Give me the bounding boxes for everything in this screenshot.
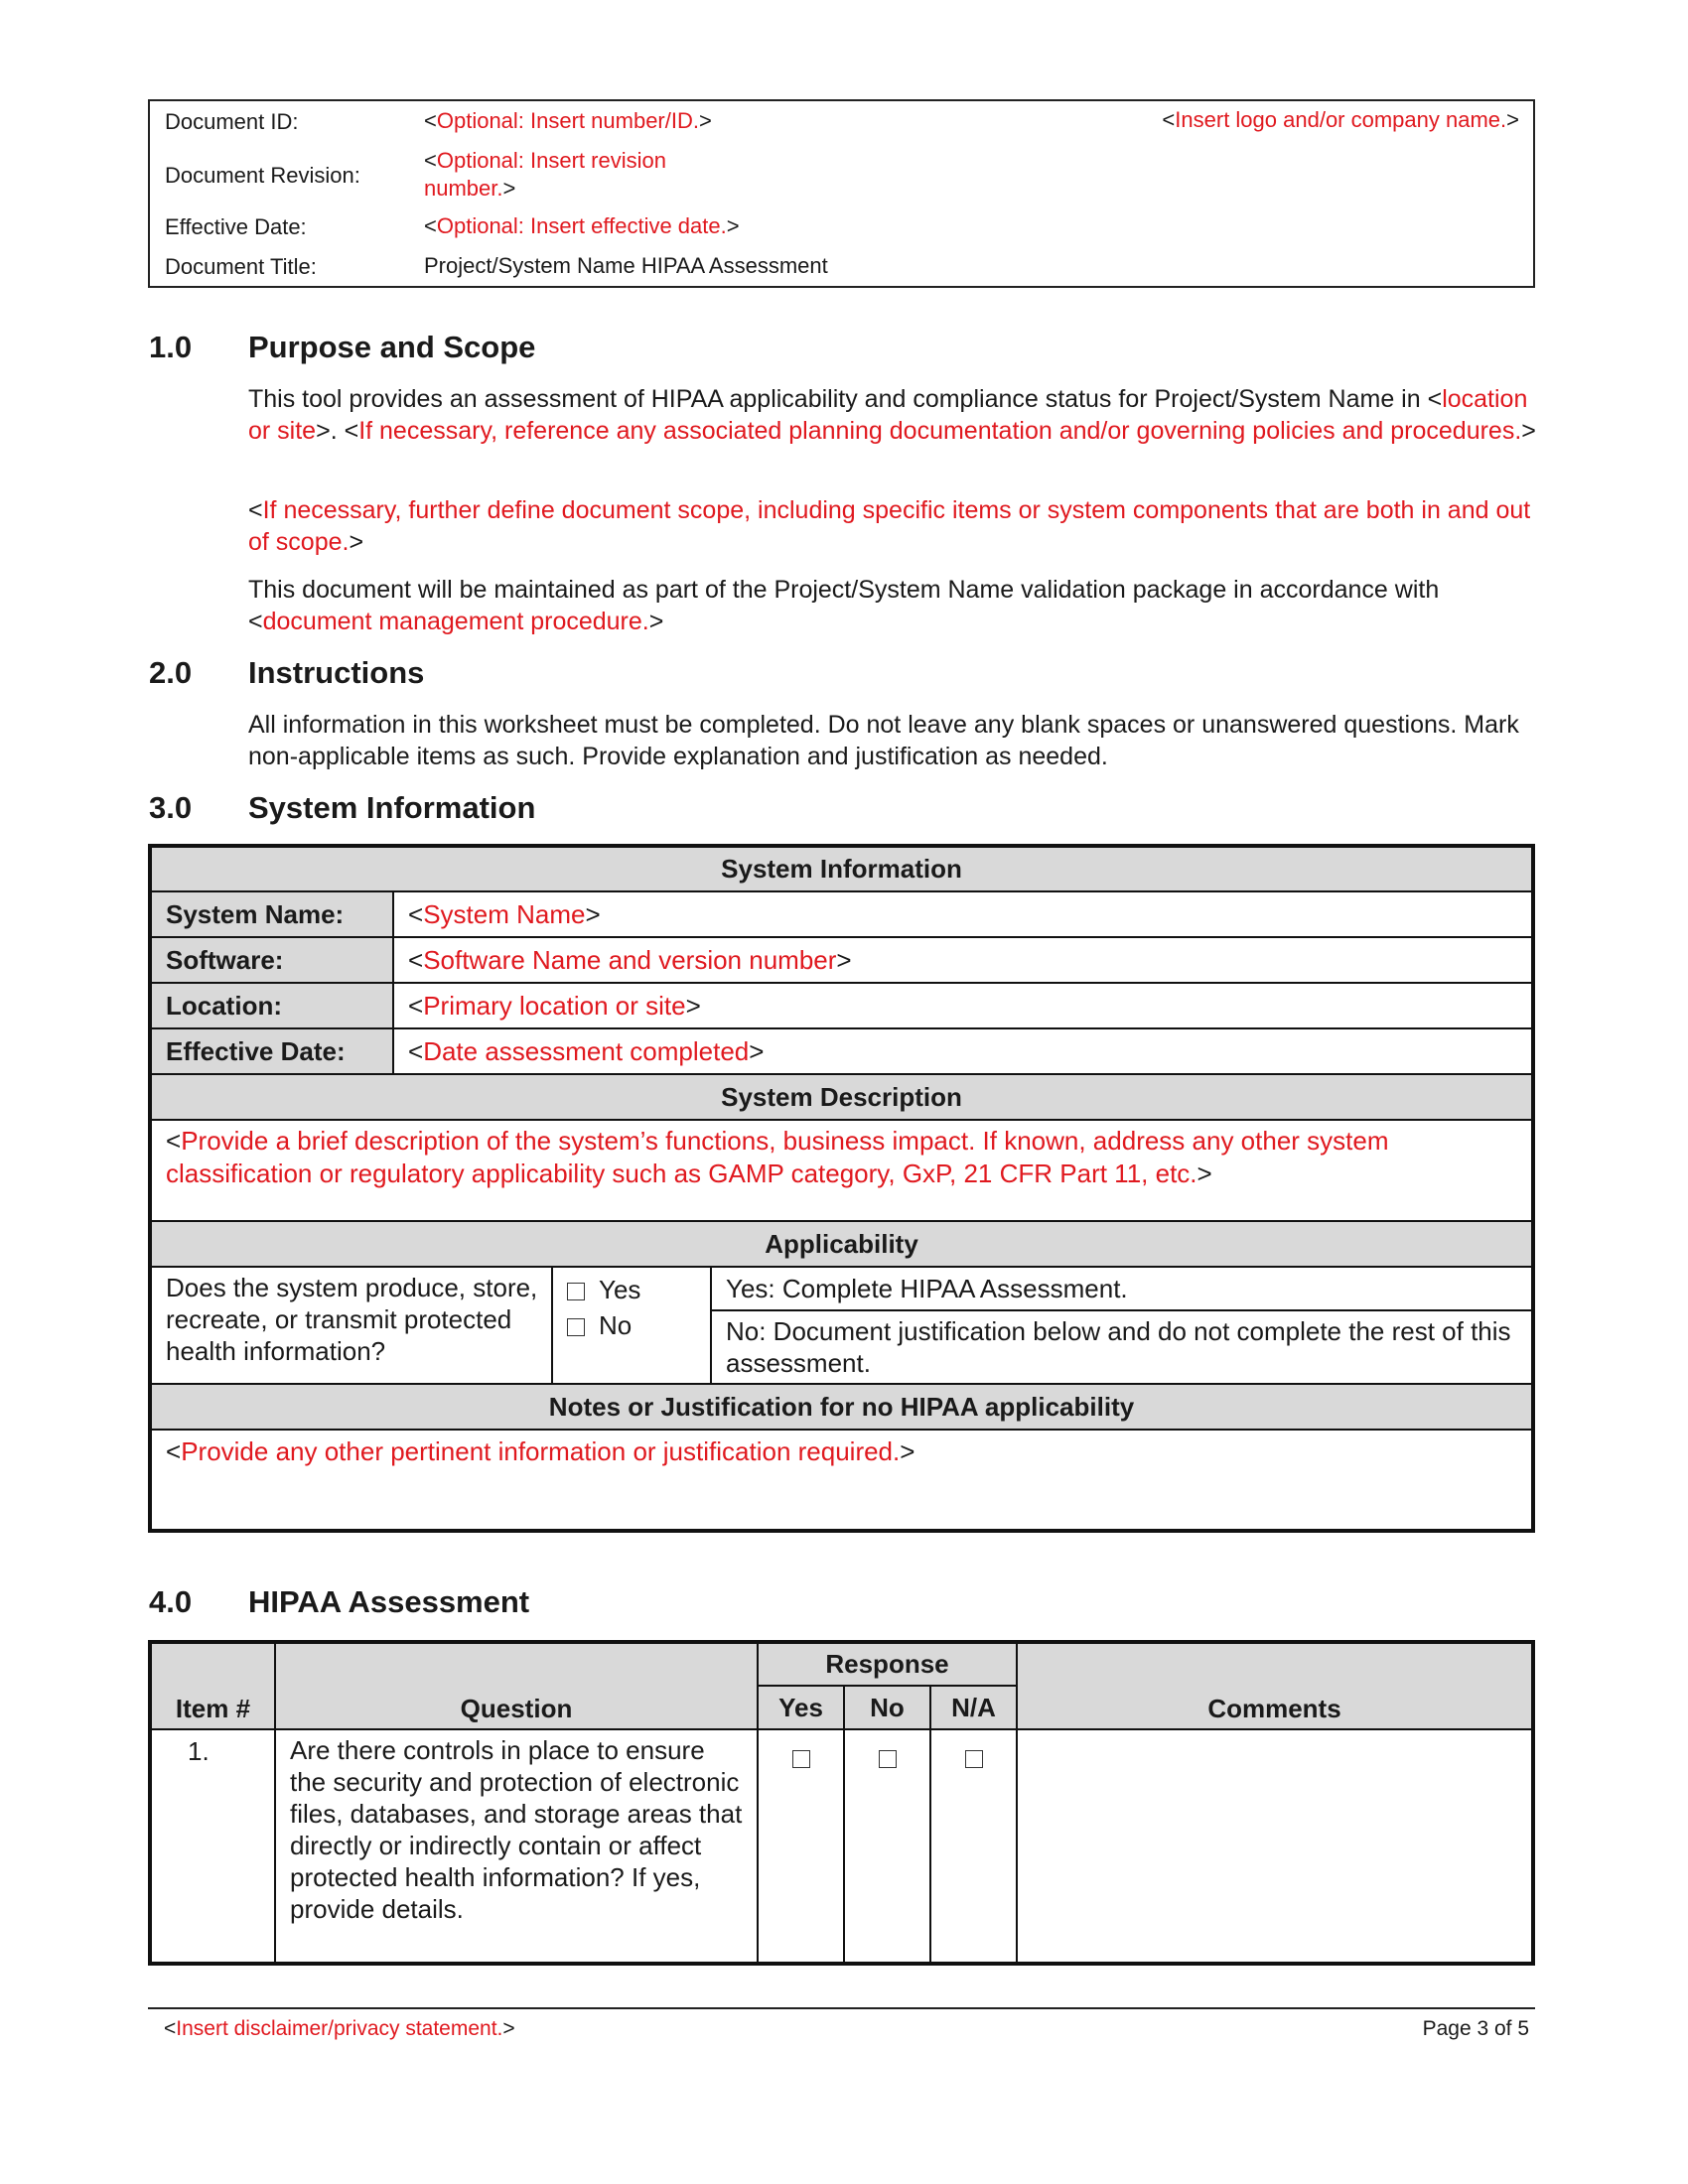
- system-description-text[interactable]: <Provide a brief description of the system’s functions, business impact. If known, address any other system classification or regulatory applicability such as GAMP category, GxP, 21 CFR Part 11, etc.>: [150, 1120, 1533, 1221]
- section-1-paragraph-1: This tool provides an assessment of HIPAA applicability and compliance status for Project/System Name in <location or site>. <If necessary, reference any associated planning documentation and/or governing policies and procedures.>: [248, 385, 1536, 445]
- system-description-header: System Description: [150, 1074, 1533, 1120]
- software-value: <Software Name and version number>: [393, 937, 1533, 983]
- doc-id-value: <Optional: Insert number/ID.>: [424, 108, 712, 133]
- section-2-number: 2.0: [149, 655, 193, 690]
- col-question-header: Question: [275, 1642, 758, 1729]
- revision-value: <Optional: Insert revision number.>: [424, 148, 666, 201]
- footer-divider: [148, 2007, 1535, 2009]
- table-row: [150, 937, 1533, 983]
- applicability-header: Applicability: [150, 1221, 1533, 1267]
- document-header-box: [148, 99, 1535, 288]
- hipaa-assessment-table: [148, 1640, 1535, 1966]
- system-information-table: [148, 844, 1535, 1533]
- col-comments-header: Comments: [1017, 1642, 1533, 1729]
- applicability-yes-text: Yes: Complete HIPAA Assessment.: [711, 1267, 1533, 1310]
- table-row: [150, 1028, 1533, 1074]
- applicability-options: [552, 1267, 711, 1384]
- effective-date-row-value: <Date assessment completed>: [393, 1028, 1533, 1074]
- col-yes-header: Yes: [758, 1686, 844, 1729]
- response-no-checkbox[interactable]: [879, 1750, 897, 1768]
- footer-disclaimer: <Insert disclaimer/privacy statement.>: [164, 2017, 515, 2040]
- doc-title-value: Project/System Name HIPAA Assessment: [424, 253, 828, 278]
- doc-title-label: Document Title:: [165, 254, 317, 279]
- yes-checkbox[interactable]: [567, 1283, 585, 1300]
- notes-header: Notes or Justification for no HIPAA applicability: [150, 1384, 1533, 1430]
- section-1-paragraph-2: <If necessary, further define document scope, including specific items or system components that are both in and out of scope.>: [248, 496, 1531, 556]
- col-response-header: Response: [758, 1642, 1017, 1686]
- col-na-header: N/A: [930, 1686, 1017, 1729]
- location-label: Location:: [150, 983, 393, 1028]
- item-number: 1.: [150, 1729, 275, 1964]
- section-1-paragraph-3: This document will be maintained as part of the Project/System Name validation package in accordance with <document management procedure.>: [248, 576, 1440, 635]
- system-info-header: System Information: [150, 846, 1533, 891]
- effective-date-row-label: Effective Date:: [150, 1028, 393, 1074]
- response-na-cell: [930, 1729, 1017, 1964]
- section-4-title: HIPAA Assessment: [248, 1584, 530, 1619]
- effective-date-value: <Optional: Insert effective date.>: [424, 213, 740, 238]
- doc-id-label: Document ID:: [165, 109, 299, 134]
- no-checkbox[interactable]: [567, 1318, 585, 1336]
- item-question: Are there controls in place to ensure the security and protection of electronic files, databases, and storage areas that directly or indirectly contain or affect protected health information? If yes, provide details.: [275, 1729, 758, 1964]
- section-3-title: System Information: [248, 790, 536, 825]
- option-yes[interactable]: Yes: [567, 1272, 696, 1307]
- table-row: [150, 1729, 1533, 1964]
- col-no-header: No: [844, 1686, 930, 1729]
- location-value: <Primary location or site>: [393, 983, 1533, 1028]
- response-na-checkbox[interactable]: [965, 1750, 983, 1768]
- table-row: [150, 983, 1533, 1028]
- effective-date-label: Effective Date:: [165, 214, 307, 239]
- response-no-cell: [844, 1729, 930, 1964]
- applicability-question: Does the system produce, store, recreate, or transmit protected health information?: [150, 1267, 552, 1384]
- system-name-value: <System Name>: [393, 891, 1533, 937]
- section-2-title: Instructions: [248, 655, 425, 690]
- section-1-title: Purpose and Scope: [248, 330, 536, 364]
- item-comments[interactable]: [1017, 1729, 1533, 1964]
- applicability-no-text: No: Document justification below and do not complete the rest of this assessment.: [711, 1310, 1533, 1384]
- notes-text[interactable]: <Provide any other pertinent information or justification required.>: [150, 1430, 1533, 1531]
- software-label: Software:: [150, 937, 393, 983]
- revision-label: Document Revision:: [165, 163, 360, 188]
- response-yes-cell: [758, 1729, 844, 1964]
- section-2-paragraph: All information in this worksheet must be completed. Do not leave any blank spaces or unanswered questions. Mark non-applicable items as such. Provide explanation and justification as needed.: [248, 711, 1519, 770]
- logo-placeholder: <Insert logo and/or company name.>: [1162, 107, 1519, 132]
- page-number: Page 3 of 5: [1422, 2017, 1529, 2040]
- section-4-number: 4.0: [149, 1584, 193, 1619]
- section-1-number: 1.0: [149, 330, 193, 364]
- table-row: [150, 891, 1533, 937]
- section-3-number: 3.0: [149, 790, 193, 825]
- option-no[interactable]: No: [567, 1307, 696, 1343]
- response-yes-checkbox[interactable]: [792, 1750, 810, 1768]
- system-name-label: System Name:: [150, 891, 393, 937]
- col-item-header: Item #: [150, 1642, 275, 1729]
